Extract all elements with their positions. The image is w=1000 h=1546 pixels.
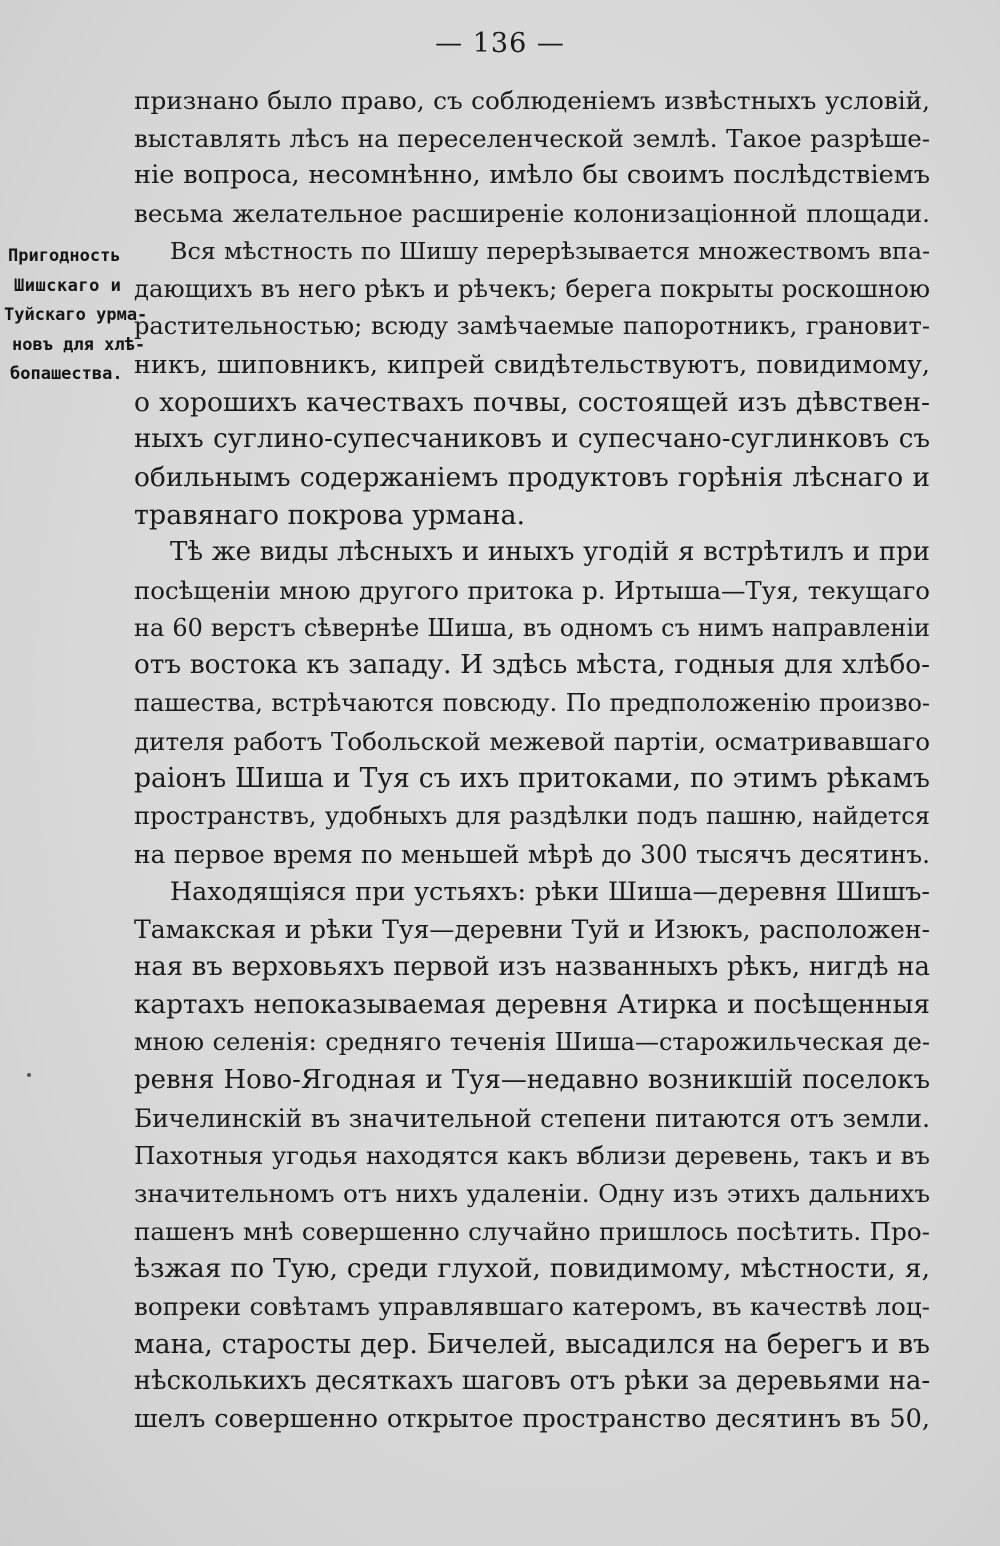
text-line: отъ востока къ западу. И здѣсь мѣста, годныя для хлѣбо- [134,650,930,681]
text-line: дающихъ въ него рѣкъ и рѣчекъ; берега покрыты роскошною [134,274,930,304]
text-line: Находящіяся при устьяхъ: рѣки Шиша—деревня Шишъ- [170,876,930,907]
text-line: обильнымъ содержаніемъ продуктовъ горѣнія лѣснаго и [134,461,930,493]
print-speck [27,1073,31,1077]
text-line: раіонъ Шиша и Туя съ ихъ притоками, по этимъ рѣкамъ [134,763,930,795]
text-line: весьма желательное расширеніе колонизаціонной площади. [134,199,930,229]
text-line: ныхъ суглино-супесчаниковъ и супесчано-суглинковъ съ [134,424,930,455]
text-line: выставлять лѣсъ на переселенческой землѣ. Такое разрѣше- [134,123,930,153]
text-line: вопреки совѣтамъ управлявшаго катеромъ, въ качествѣ лоц- [134,1292,930,1321]
text-line: растительностью; всюду замѣчаемые папоротникъ, грановит- [134,312,930,341]
text-line: травянаго покрова урмана. [134,499,526,531]
margin-note-line: Пригодность [8,246,121,266]
text-line: шелъ совершенно открытое пространство десятинъ въ 50, [134,1404,930,1435]
text-line: пашества, встрѣчаются повсюду. По предположенію произво- [134,689,930,717]
text-line: ревня Ново-Ягодная и Туя—недавно возникшій поселокъ [134,1064,930,1095]
margin-note [4,242,148,390]
text-line: значительномъ отъ нихъ удаленіи. Одну изъ этихъ дальнихъ [134,1178,930,1208]
text-line: ѣзжая по Тую, среди глухой, повидимому, мѣстности, я, [134,1253,930,1285]
text-line: Пахотныя угодья находятся какъ вблизи деревень, такъ и въ [134,1141,930,1171]
text-line: картахъ непоказываемая деревня Атирка и посѣщенныя [134,989,930,1020]
text-line: пашенъ мнѣ совершенно случайно пришлось посѣтить. Про- [134,1216,930,1246]
text-line: ная въ верховьяхъ первой изъ названныхъ рѣкъ, нигдѣ на [134,951,930,982]
text-line: Вся мѣстность по Шишу перерѣзывается множествомъ впа- [170,236,930,265]
text-line: никъ, шиповникъ, кипрей свидѣтельствуютъ, повидимому, [134,348,930,379]
margin-note-line: новъ для хлѣ- [12,334,146,355]
text-line: на первое время по меньшей мѣрѣ до 300 тысячъ десятинъ. [134,839,930,869]
text-line: Тѣ же виды лѣсныхъ и иныхъ угодій я встрѣтилъ и при [170,537,930,568]
text-line: мана, старосты дер. Бичелей, высадился на берегъ и въ [134,1328,930,1360]
text-line: мною селенія: средняго теченія Шиша—старожильческая де- [134,1028,930,1057]
margin-note-line: Шишскаго и [14,275,122,296]
main-text [134,82,930,1439]
text-line: ніе вопроса, несомнѣнно, имѣло бы своимъ послѣдствіемъ [134,160,930,191]
text-line: посѣщеніи мною другого притока р. Иртыша—Туя, текущаго [134,575,930,605]
text-line: признано было право, съ соблюденіемъ извѣстныхъ условій, [134,86,930,115]
text-line: нѣсколькихъ десяткахъ шаговъ отъ рѣки за деревьями на- [134,1366,930,1397]
text-line: на 60 верстъ сѣвернѣе Шиша, въ одномъ съ нимъ направленіи [134,613,930,642]
text-line: Тамакская и рѣки Туя—деревни Туй и Изюкъ, расположен- [134,915,930,945]
page-number: — 136 — [435,28,565,59]
margin-note-line: Туйскаго урма- [4,305,148,326]
text-line: пространствъ, удобныхъ для раздѣлки подъ пашню, найдется [134,802,930,831]
margin-note-line: бопашества. [10,364,123,385]
text-line: дителя работъ Тобольской межевой партіи, осматривавшаго [134,726,930,756]
text-line: Бичелинскій въ значительной степени питаются отъ земли. [134,1103,930,1133]
text-line: о хорошихъ качествахъ почвы, состоящей изъ дѣвствен- [134,386,930,418]
